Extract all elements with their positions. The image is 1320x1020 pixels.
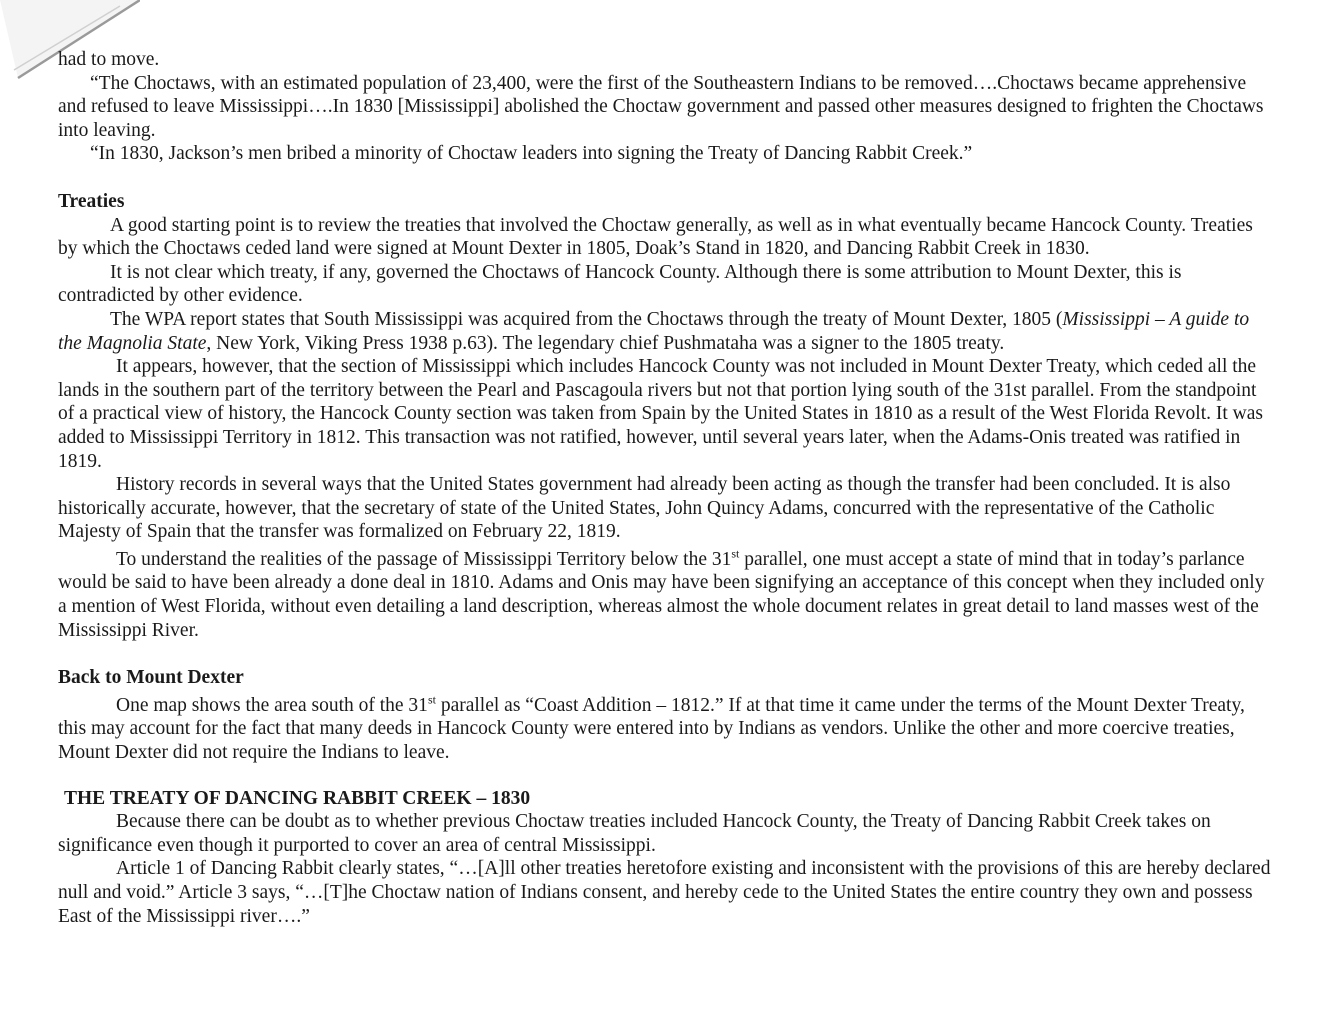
body-paragraph: Article 1 of Dancing Rabbit clearly states, “…[A]ll other treaties heretofore existing and inconsistent with the provisions of this are hereby declared null and void.” Article 3 says, “…[T]he Choctaw nation of Indians consent, and hereby cede to the United States the entire country they own and possess East of the Mississippi river….” bbox=[58, 858, 1271, 927]
text-run: To understand the realities of the passage of Mississippi Territory below the 31 bbox=[116, 548, 732, 570]
intro-quote-paragraph: “The Choctaws, with an estimated population of 23,400, were the first of the Southeastern Indians to be removed….Choctaws became apprehensive and refused to leave Mississippi….In 1830 [Mississippi] abolished the Choctaw government and passed other measures designed to frighten the Choctaws into leaving. bbox=[58, 72, 1264, 141]
citation-title: Mississippi – A guide to the Magnolia State bbox=[58, 308, 1250, 354]
body-paragraph bbox=[58, 308, 1273, 355]
body-paragraph: Because there can be doubt as to whether previous Choctaw treaties included Hancock County, the Treaty of Dancing Rabbit Creek takes on significance even though it purported to cover an area of central Mississippi. bbox=[58, 811, 1211, 856]
document-page bbox=[58, 48, 1273, 928]
text-run: The WPA report states that South Mississippi was acquired from the Choctaws through the treaty of Mount Dexter, 1805 ( bbox=[110, 308, 1063, 330]
body-paragraph: It is not clear which treaty, if any, governed the Choctaws of Hancock County. Although there is some attribution to Mount Dexter, this is contradicted by other evidence. bbox=[58, 261, 1182, 307]
superscript: st bbox=[731, 546, 740, 561]
body-paragraph bbox=[58, 548, 1273, 642]
section-heading-dancing-rabbit-creek: THE TREATY OF DANCING RABBIT CREEK – 1830 bbox=[64, 787, 531, 809]
body-paragraph: History records in several ways that the United States government had already been acting as though the transfer had been concluded. It is also historically accurate, however, that the secretary of state of the United States, John Quincy Adams, concurred with the representative of the Catholic Majesty of Spain that the transfer was formalized on February 22, 1819. bbox=[58, 474, 1231, 543]
body-paragraph: It appears, however, that the section of Mississippi which includes Hancock County was not included in Mount Dexter Treaty, which ceded all the lands in the southern part of the territory between the Pearl and Pascagoula rivers but not that portion lying south of the 31st parallel. From the standpoint of a practical view of history, the Hancock County section was taken from Spain by the United States in 1810 as a result of the West Florida Revolt. It was added to Mississippi Territory in 1812. This transaction was not ratified, however, until several years later, when the Adams-Onis treated was ratified in 1819. bbox=[58, 356, 1263, 472]
superscript: st bbox=[427, 692, 436, 707]
section-heading-treaties: Treaties bbox=[58, 190, 125, 212]
text-run: , New York, Viking Press 1938 p.63). The legendary chief Pushmataha was a signer to the 1805 treaty. bbox=[206, 332, 1005, 354]
body-paragraph bbox=[58, 694, 1273, 765]
body-paragraph: A good starting point is to review the treaties that involved the Choctaw generally, as well as in what eventually became Hancock County. Treaties by which the Choctaws ceded land were signed at Mount Dexter in 1805, Doak’s Stand in 1820, and Dancing Rabbit Creek in 1830. bbox=[58, 214, 1253, 260]
intro-quote-paragraph: “In 1830, Jackson’s men bribed a minority of Choctaw leaders into signing the Treaty of Dancing Rabbit Creek.” bbox=[90, 143, 973, 165]
text-run: One map shows the area south of the 31 bbox=[116, 694, 428, 716]
text-run: parallel as “Coast Addition – 1812.” If at that time it came under the terms of the Mount Dexter Treaty, this may account for the fact that many deeds in Hancock County were entered into by Indians as vendors. Unlike the other and more coercive treaties, Mount Dexter did not require the Indians to leave. bbox=[58, 694, 1245, 764]
section-heading-back-to-mount-dexter: Back to Mount Dexter bbox=[58, 667, 244, 689]
text-run: parallel, one must accept a state of mind that in today’s parlance would be said to have been already a done deal in 1810. Adams and Onis may have been signifying an acceptance of this concept when they included only a mention of West Florida, without even detailing a land description, whereas almost the whole document relates in great detail to land masses west of the Mississippi River. bbox=[58, 548, 1265, 641]
intro-line: had to move. bbox=[58, 49, 160, 70]
